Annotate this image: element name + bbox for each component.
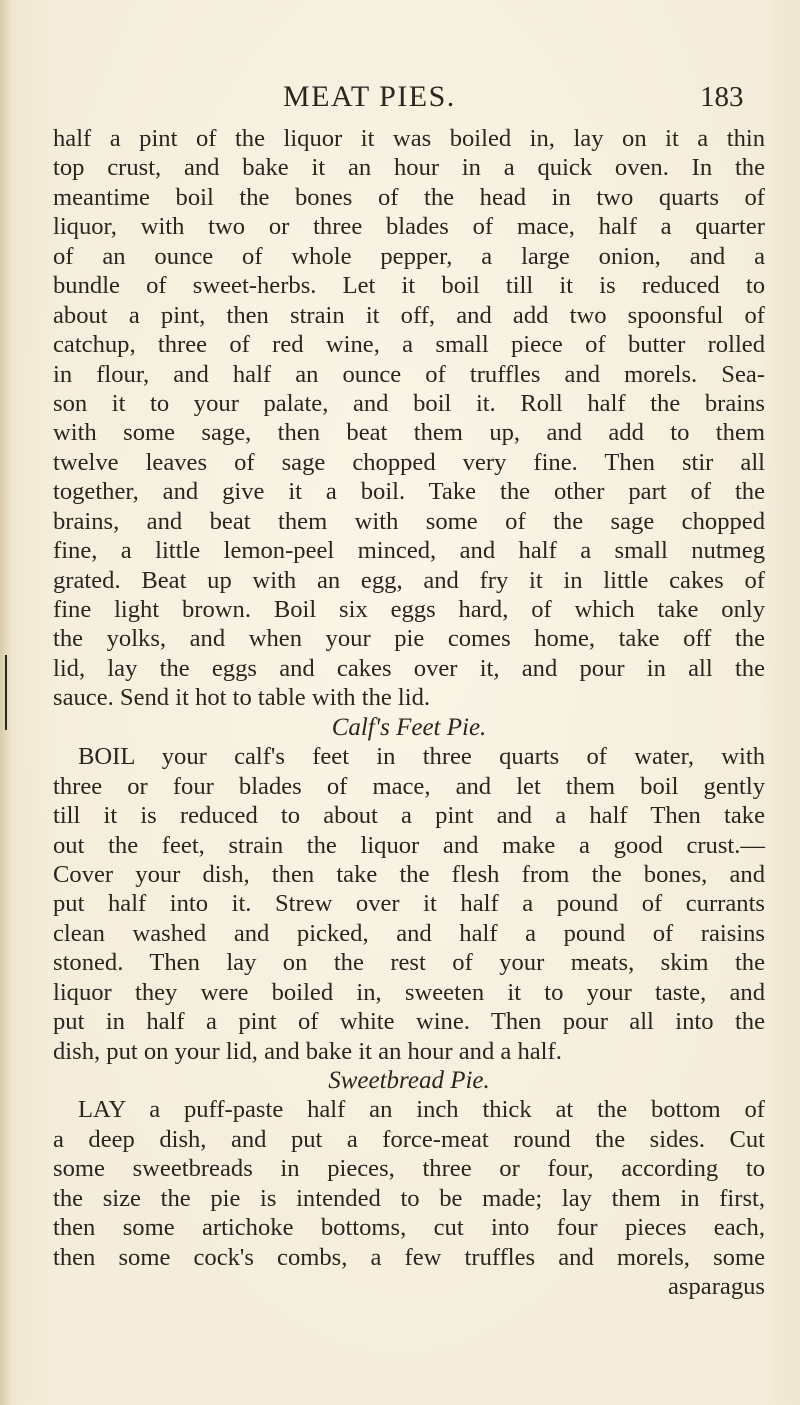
text-line: the yolks, and when your pie comes home, take off the [53,625,765,653]
body-text [53,124,765,1302]
text-line: sauce. Send it hot to table with the lid. [53,684,431,712]
page-number: 183 [700,81,744,113]
text-line: Cover your dish, then take the flesh from the bones, and [53,860,765,888]
text-line: twelve leaves of sage chopped very fine. Then stir all [53,448,765,476]
text-line: some sweetbreads in pieces, three or four, according to [53,1155,765,1183]
text-line: put half into it. Strew over it half a pound of currants [53,890,765,918]
text-line: about a pint, then strain it off, and add two spoonsful of [53,301,765,329]
text-line: dish, put on your lid, and bake it an hour and a half. [53,1037,562,1065]
text-line: out the feet, strain the liquor and make a good crust.— [53,831,765,859]
text-line: liquor they were boiled in, sweeten it to your taste, and [53,978,765,1006]
text-line: put in half a pint of white wine. Then pour all into the [53,1008,765,1036]
text-line: half a pint of the liquor it was boiled in, lay on it a thin [53,125,765,152]
text-line: till it is reduced to about a pint and a half Then take [53,802,765,830]
text-line: lid, lay the eggs and cakes over it, and pour in all the [53,654,765,682]
text-line: bundle of sweet-herbs. Let it boil till it is reduced to [53,272,765,300]
text-line: a deep dish, and put a force-meat round the sides. Cut [53,1125,765,1153]
text-line: brains, and beat them with some of the sage chopped [53,507,765,535]
text-line: meantime boil the bones of the head in two quarts of [53,183,765,211]
catchword: asparagus [668,1273,765,1301]
text-line: together, and give it a boil. Take the other part of the [53,478,765,506]
text-line: the size the pie is intended to be made; lay them in first, [53,1184,765,1212]
text-line: top crust, and bake it an hour in a quick oven. In the [53,154,765,182]
text-line: then some artichoke bottoms, cut into four pieces each, [53,1214,765,1242]
text-line: liquor, with two or three blades of mace, half a quarter [53,213,765,241]
section-heading-sweetbread-pie: Sweetbread Pie. [328,1067,490,1094]
text-line: stoned. Then lay on the rest of your meats, skim the [53,949,765,977]
text-line: in flour, and half an ounce of truffles and morels. Sea- [53,360,765,388]
text-line: then some cock's combs, a few truffles and morels, some [53,1243,765,1271]
text-line: with some sage, then beat them up, and add to them [53,419,765,447]
margin-rule [5,655,7,730]
text-line: three or four blades of mace, and let them boil gently [53,772,765,800]
text-line: of an ounce of whole pepper, a large onion, and a [53,242,765,270]
text-line: catchup, three of red wine, a small piece of butter rolled [53,331,765,359]
text-line: fine, a little lemon-peel minced, and half a small nutmeg [53,537,765,565]
running-title: MEAT PIES. [283,80,456,113]
text-line: son it to your palate, and boil it. Roll half the brains [53,389,765,417]
text-line: grated. Beat up with an egg, and fry it in little cakes of [53,566,765,594]
text-line: clean washed and picked, and half a pound of raisins [53,919,765,947]
text-line: fine light brown. Boil six eggs hard, of which take only [53,596,765,623]
running-header [0,77,800,117]
section-heading-calfs-feet-pie: Calf's Feet Pie. [331,713,487,741]
text-line: LAY a puff-paste half an inch thick at the bottom of [78,1096,765,1124]
text-line: BOIL your calf's feet in three quarts of water, with [78,743,765,771]
